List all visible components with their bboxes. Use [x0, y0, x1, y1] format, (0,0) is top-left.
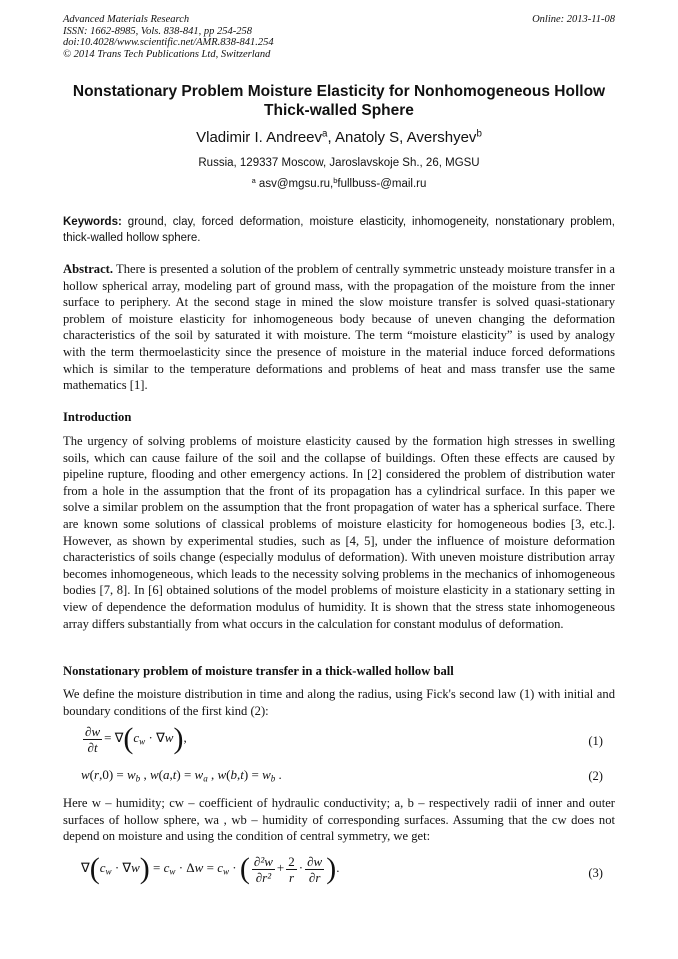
- equation-3: $\nabla(c_w \cdot \nabla w) = c_w \cdot \Delta w = c_w$ · ( $\frac{\text{∂²w}}{\text{∂r²}}$ + $\frac{2}{r}$ · $\frac{\partial w}{\partial r}$ ). (3): [81, 852, 603, 885]
- journal-name: Advanced Materials Research: [63, 14, 190, 25]
- affiliation: Russia, 129337 Moscow, Jaroslavskoje Sh., 26, MGSU: [198, 157, 480, 169]
- author-affil-mark: b: [476, 128, 482, 140]
- abstract-label: Abstract.: [63, 262, 114, 276]
- equation-1: $\frac{\partial w}{\partial t}$ = $\nabla(c_w \cdot \nabla w)$, (1): [85, 722, 603, 755]
- paper-title: Nonstationary Problem Moisture Elasticity for Nonhomogeneous Hollow Thick-walled Sphere: [72, 83, 606, 119]
- section-heading: Introduction: [63, 410, 132, 424]
- journal-header: [63, 14, 615, 60]
- equation-2: $w(r,0) = w_b$ , $w(a,t) = w_a$ , $w(b,t) = w_b$ . (2): [81, 767, 603, 784]
- email-mark: a: [251, 175, 256, 185]
- variables-description: Here w – humidity; cw – coefficient of hydraulic conductivity; a, b – respectively radii of inner and outer surfaces of hollow sphere, wa , wb – humidity of corresponding surfaces. Assuming that the cw does not depend on moisture and using the condition of central symmetry, we get:: [63, 796, 615, 844]
- abstract-text: There is presented a solution of the problem of centrally symmetric unsteady moisture transfer in a hollow spherical array, modeling part of ground mass, with the propagation of the moisture from the inner surface to periphery. At the second stage in mined the slow moisture transfer is solved quasi-stationary problem of moisture elasticity for inhomogeneous body because of uneven changing the deformation characteristics of the soil by saturated it with moisture. The term “moisture elasticity” is used by analogy with the term thermoelasticity since the presence of moisture in the material induce forced deformations which is similar to the temperature deformations and problems of heat and mass transfer use the same mathematics [1].: [63, 262, 615, 393]
- email-mark: b: [333, 175, 338, 185]
- equation-number: (1): [588, 734, 603, 748]
- keywords: [63, 214, 615, 246]
- author-name: Vladimir I. Andreev: [196, 129, 323, 146]
- online-date: Online: 2013-11-08: [532, 14, 615, 25]
- equation-number: (2): [588, 769, 603, 783]
- author-list: [0, 129, 678, 146]
- section-heading: Nonstationary problem of moisture transfer in a thick-walled hollow ball: [63, 664, 454, 678]
- section-intro-text: We define the moisture distribution in time and along the radius, using Fick's second law (1) with initial and boundary conditions of the first kind (2):: [63, 687, 615, 718]
- keywords-text: ground, clay, forced deformation, moisture elasticity, inhomogeneity, nonstationary problem, thick-walled hollow sphere.: [63, 216, 615, 244]
- author-separator: ,: [327, 129, 335, 146]
- keywords-label: Keywords:: [63, 216, 122, 228]
- variables-text: [63, 795, 615, 845]
- email: fullbuss-@mail.ru: [337, 178, 427, 190]
- equation-number: (3): [588, 866, 603, 880]
- author-name: Anatoly S, Avershyev: [334, 129, 477, 146]
- author-affil-mark: a: [322, 128, 328, 140]
- abstract: [63, 261, 615, 394]
- email-line: [0, 175, 678, 190]
- copyright-line: © 2014 Trans Tech Publications Ltd, Switzerland: [63, 48, 271, 60]
- issn-line: ISSN: 1662-8985, Vols. 838-841, pp 254-258: [63, 25, 252, 37]
- introduction-text: The urgency of solving problems of moisture elasticity caused by the formation high stresses in swelling soils, which can cause failure of the soil and the collapse of buildings. Often these effects are caused by pipeline rupture, flooding and other emergency actions. In [2] considered the problem of distribution water from a hole in the assumption that the front of its propagation has a cylindrical surface. In this paper we solve a similar problem on the assumption that the front propagation of water has a spherical surface. There are known some solutions of classical problems of moisture elasticity for homogeneous bodies [3, etc.]. However, as shown by experimental studies, such as [4, 5], under the influence of moisture deformation characteristics of soils change (especially modulus of deformation). With uneven moisture distribution array becomes inhomogeneous, which leads to the necessity solving problems in the mechanics of inhomogeneous bodies [7, 8]. In [6] obtained solutions of the model problems of moisture elasticity in a stationary setting in view of dependence the deformation modulus of humidity. It is shown that the stress state inhomogeneous array differs substantially from what occurs in the calculation for constant modulus of deformation.: [63, 434, 615, 631]
- doi-line: doi:10.4028/www.scientific.net/AMR.838-841.254: [63, 37, 274, 49]
- email: asv@mgsu.ru,: [255, 178, 334, 190]
